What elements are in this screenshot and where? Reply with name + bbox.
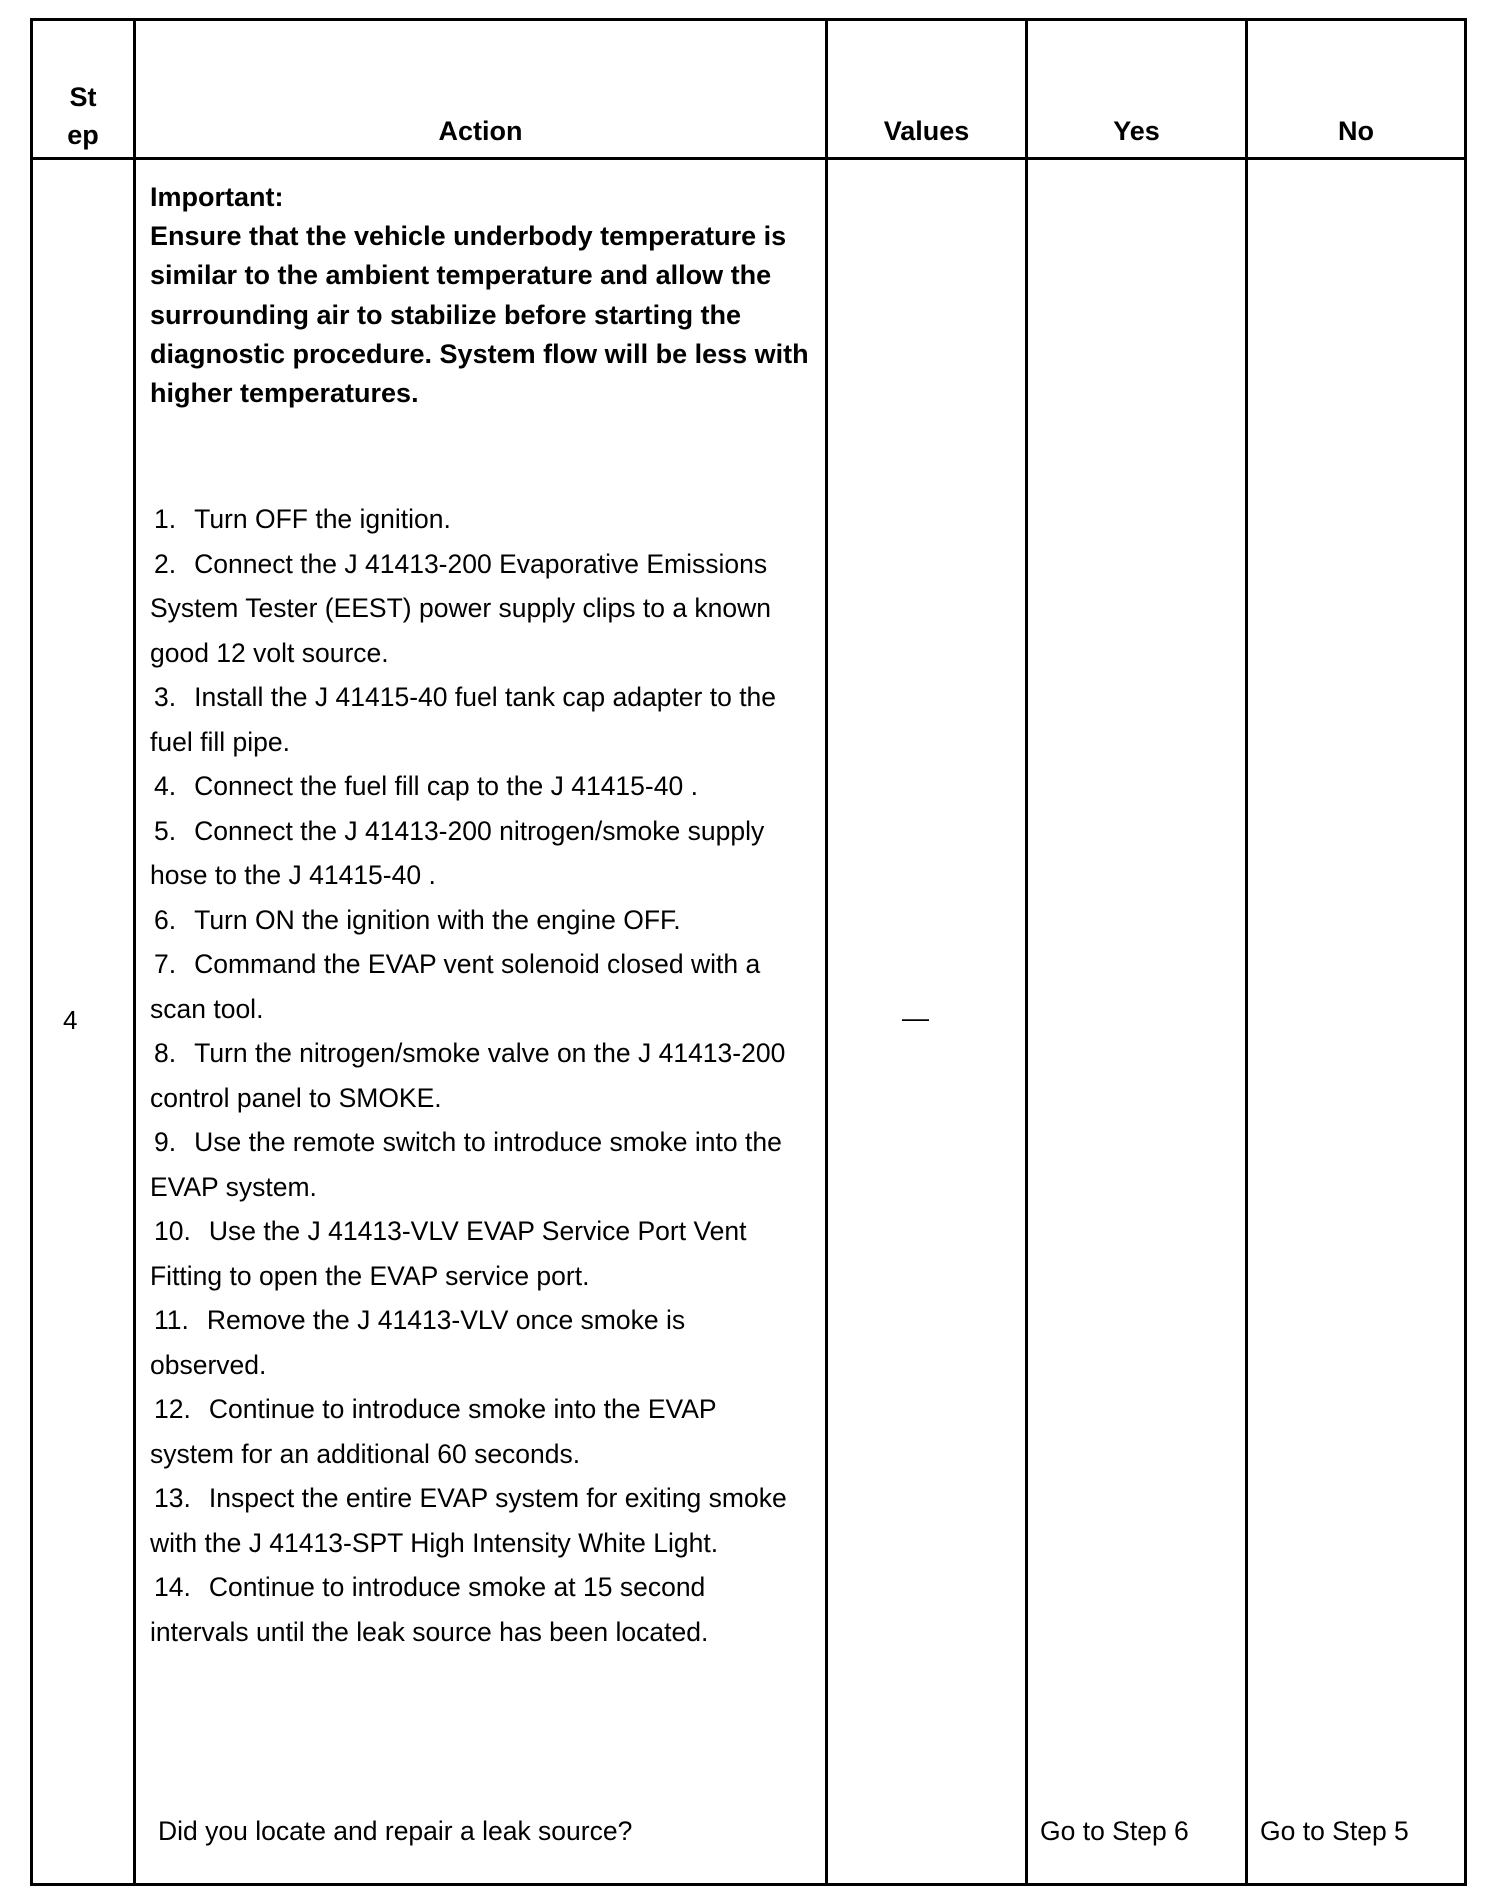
header-no: No: [1338, 116, 1374, 146]
list-item: [150, 1476, 790, 1565]
header-step-line2: ep: [67, 120, 99, 150]
step-item-text: Use the remote switch to introduce smoke into the EVAP system.: [150, 1127, 782, 1202]
step-item-text: Use the J 41413-VLV EVAP Service Port Vent Fitting to open the EVAP service port.: [150, 1216, 747, 1291]
header-yes: Yes: [1113, 116, 1160, 146]
step-item-number: 11.: [154, 1305, 189, 1335]
step-item-number: 6.: [154, 904, 177, 935]
header-values: Values: [883, 116, 970, 146]
step-item-number: 2.: [154, 548, 177, 579]
values-cell: —: [902, 1003, 929, 1033]
list-item: [150, 764, 790, 809]
step-item-number: 3.: [154, 682, 177, 712]
header-divider: [30, 157, 1467, 160]
column-divider: [825, 18, 828, 1886]
list-item: [150, 1031, 790, 1120]
step-item-text: Turn ON the ignition with the engine OFF.: [194, 904, 681, 935]
table-border-bottom: [30, 1883, 1467, 1886]
step-number: 4: [63, 1005, 78, 1035]
list-item: [150, 1565, 790, 1654]
column-divider: [1245, 18, 1248, 1886]
list-item: [150, 942, 790, 1031]
header-step: [36, 78, 130, 154]
step-item-text: Continue to introduce smoke into the EVAP system for an additional 60 seconds.: [150, 1394, 717, 1469]
step-item-number: 4.: [154, 771, 177, 801]
list-item: [150, 497, 790, 542]
step-item-number: 12.: [154, 1394, 191, 1424]
step-item-number: 8.: [154, 1038, 177, 1068]
column-divider: [133, 18, 136, 1886]
step-item-text: Turn OFF the ignition.: [194, 504, 451, 534]
list-item: [150, 675, 790, 764]
step-item-text: Connect the J 41413-200 Evaporative Emissions System Tester (EEST) power supply clips to a known good 12 volt source.: [150, 548, 772, 668]
step-item-text: Remove the J 41413-VLV once smoke is observed.: [150, 1305, 686, 1380]
step-item-text: Command the EVAP vent solenoid closed with a scan tool.: [150, 949, 761, 1024]
step-item-text: Continue to introduce smoke at 15 second intervals until the leak source has been located.: [150, 1572, 709, 1647]
important-text: Ensure that the vehicle underbody temperature is similar to the ambient temperature and allow the surrounding air to stabilize before starting the diagnostic procedure. System flow will be less with higher temperatures.: [150, 221, 809, 409]
step-item-number: 13.: [154, 1483, 191, 1513]
step-item-number: 14.: [154, 1572, 191, 1602]
header-step-line1: St: [69, 82, 97, 112]
step-item-text: Connect the fuel fill cap to the J 41415-40 .: [194, 771, 698, 801]
header-action: Action: [438, 116, 523, 146]
question: Did you locate and repair a leak source?: [158, 1816, 633, 1846]
table-border-left: [30, 18, 33, 1886]
important-note: [150, 178, 810, 413]
step-item-number: 9.: [154, 1127, 177, 1157]
list-item: [150, 1120, 790, 1209]
yes-action-link[interactable]: Go to Step 6: [1040, 1816, 1189, 1846]
no-action-link[interactable]: Go to Step 5: [1260, 1816, 1409, 1846]
list-item: [150, 542, 790, 676]
step-item-text: Connect the J 41413-200 nitrogen/smoke supply hose to the J 41415-40 .: [150, 815, 765, 890]
list-item: [150, 898, 790, 943]
table-border-top: [30, 18, 1467, 21]
step-item-text: Install the J 41415-40 fuel tank cap adapter to the fuel fill pipe.: [150, 682, 777, 757]
step-item-number: 10.: [154, 1216, 191, 1246]
procedure-steps: [150, 497, 790, 1654]
column-divider: [1025, 18, 1028, 1886]
list-item: [150, 1387, 790, 1476]
step-item-number: 5.: [154, 815, 177, 846]
step-item-text: Inspect the entire EVAP system for exiting smoke with the J 41413-SPT High Intensity White Light.: [150, 1483, 787, 1558]
important-title: Important:: [150, 182, 284, 212]
step-item-number: 1.: [154, 504, 177, 534]
list-item: [150, 1209, 790, 1298]
list-item: [150, 809, 790, 898]
table-border-right: [1464, 18, 1467, 1886]
step-item-number: 7.: [154, 949, 177, 979]
list-item: [150, 1298, 790, 1387]
step-item-text: Turn the nitrogen/smoke valve on the J 41413-200 control panel to SMOKE.: [150, 1038, 786, 1113]
